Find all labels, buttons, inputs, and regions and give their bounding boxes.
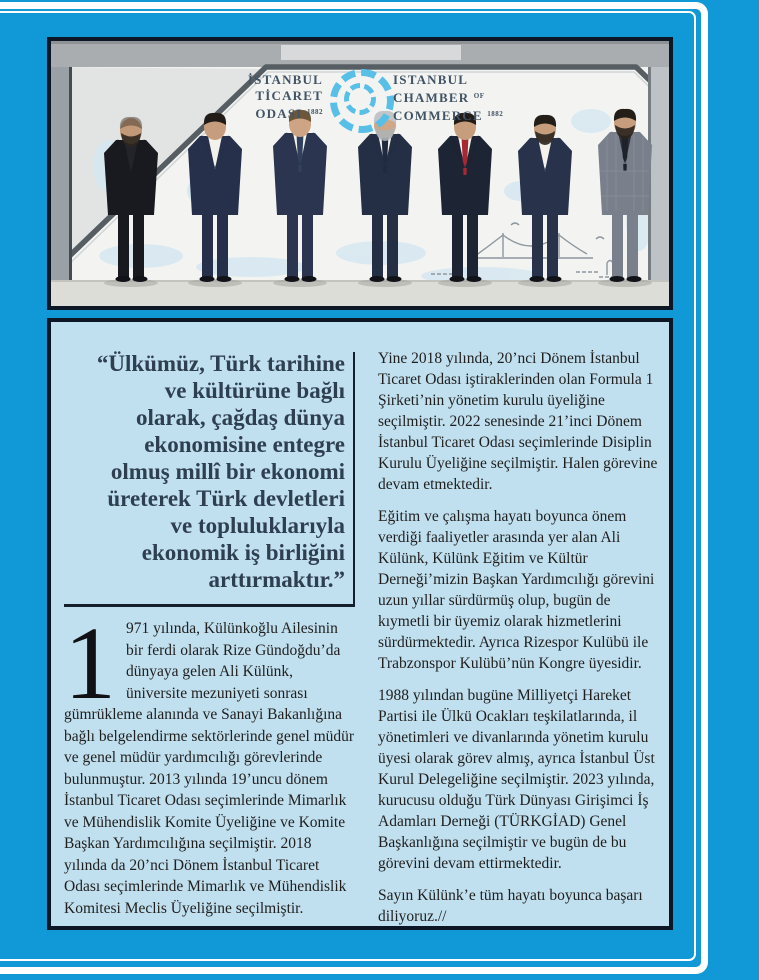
quote-line: ve kültürüne bağlı — [164, 378, 345, 403]
quote-line: olmuş millî bir ekonomi — [110, 459, 345, 484]
article-left-column — [64, 606, 358, 919]
group-photo — [47, 37, 673, 310]
quote-line: ve topluluklarıyla — [170, 513, 345, 538]
pull-quote — [61, 350, 345, 593]
quote-line: ekonomik iş birliğini — [141, 540, 345, 565]
logo-line: İSTANBUL — [247, 72, 323, 87]
quote-line: “Ülkümüz, Türk tarihine — [96, 351, 345, 376]
ito-swirl-icon — [330, 69, 394, 133]
article-card — [47, 318, 673, 930]
logo-line: COMMERCE $^{1882}$ — [393, 108, 504, 123]
logo-line: ISTANBUL — [393, 72, 469, 87]
logo-year: 1882 — [487, 110, 504, 118]
quote-line: olarak, çağdaş dünya — [136, 405, 345, 430]
logo-of: OF — [473, 92, 485, 100]
quote-line: üreterek Türk devletleri — [107, 486, 345, 511]
logo-right-text — [393, 72, 563, 124]
logo-left-text — [201, 72, 323, 122]
drop-cap: 1 — [64, 606, 116, 721]
column-divider — [353, 352, 356, 606]
article-right-column — [378, 348, 664, 930]
left-paragraph: 971 yılında, Külünkoğlu Ailesinin bir ferdi olarak Rize Gündoğdu’da dünyaya gelen Ali Külünk, üniversite mezuniyeti sonrası gümrükleme alanında ve Sanayi Bakanlığına bağlı belgelendirme sektörlerinde genel müdür ve genel müdür yardımcılığı görevlerinde bulunmuştur. 2013 yılında 19’uncu dönem İstanbul Ticaret Odası seçimlerinde Mimarlık ve Mühendislik Komite Üyeliğine ve Komite Başkan Yardımcılığına seçilmiştir. 2018 yılında da 20’nci Dönem İstanbul Ticaret Odası seçimlerinde Mimarlık ve Mühendislik Komitesi Meclis Üyeliğine seçilmiştir. — [64, 620, 355, 917]
logo-line: ODASI $^{1882}$ — [255, 106, 323, 121]
quote-line: ekonomisine entegre — [144, 432, 345, 457]
logo-line: CHAMBER $^{OF}$ — [393, 90, 485, 105]
paragraph: 1988 yılından bugüne Milliyetçi Hareket Partisi ile Ülkü Ocakları teşkilatlarında, il yönetimleri ve divanlarında yönetim kurulu üyesi olarak görev almış, ayrıca İstanbul Üst Kurul Delegeliğine seçilmiştir. 2023 yılında, kurucusu olduğu Türk Dünyası Girişimci İş Adamları Derneği (TÜRKGİAD) Genel Başkanlığına seçilmiştir ve bugün de bu görevini devam ettirmektedir. — [378, 687, 655, 872]
paragraph: Yine 2018 yılında, 20’nci Dönem İstanbul Ticaret Odası iştiraklerinden olan Formula 1 Şirketi’nin yönetim kurulu üyeliğine seçilmiştir. 2022 senesinde 21’inci Dönem İstanbul Ticaret Odası seçimlerinde Disiplin Kurulu Üyeliğine seçilmiştir. Halen görevine devam etmektedir. — [378, 350, 658, 493]
quote-line: arttırmaktır.” — [208, 567, 345, 592]
paragraph: Eğitim ve çalışma hayatı boyunca önem verdiği faaliyetler arasında yer alan Ali Külünk, Külünk Eğitim ve Kültür Derneği’mizin Başkan Yardımcılığı görevini uzun yıllar sürdürmüş olup, bugün de kıymetli bir üyemiz olarak hizmetlerini sürdürmektedir. Ayrıca Rizespor Kulübü ile Trabzonspor Kulübü’nün Kongre üyesidir. — [378, 508, 655, 672]
logo-year: 1882 — [307, 108, 323, 116]
paragraph: Sayın Külünk’e tüm hayatı boyunca başarı diliyoruz.// — [378, 887, 643, 925]
logo-line: TİCARET — [255, 88, 323, 103]
